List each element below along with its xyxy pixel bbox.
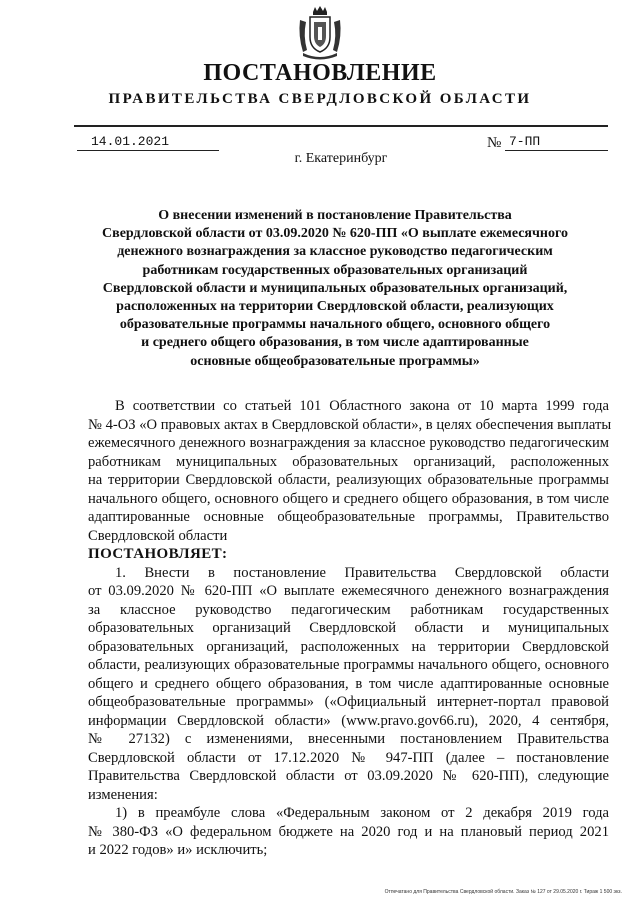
text-line: образовательных организаций, расположенных на территории Свердловской [88,638,609,655]
coat-of-arms-icon [297,6,343,60]
heading-line: Свердловской области и муниципальных образовательных организаций, [102,280,568,296]
heading-line: Свердловской области от 03.09.2020 № 620-ПП «О выплате ежемесячного [102,226,568,242]
header-divider [74,125,608,127]
number-label: № [487,135,502,151]
text-line: общего и среднего общего образования, в том числе адаптированные основные [88,675,609,692]
text-line: информации Свердловской области» (www.pravo.gov66.ru), 2020, 4 сентября, [88,712,609,729]
document-type-title: ПОСТАНОВЛЕНИЕ [203,60,437,86]
text-line: работникам муниципальных образовательных организаций, расположенных [88,453,609,470]
item-1-paragraph [88,564,609,805]
heading-line: О внесении изменений в постановление Правительства [158,208,512,223]
city-label: г. Екатеринбург [294,151,388,166]
preamble-paragraph [88,397,612,545]
text-line: за классное руководство педагогическим работникам государственных [88,601,609,618]
heading-line: и среднего общего образования, в том числе адаптированные [141,335,529,351]
document-date: 14.01.2021 [77,134,219,151]
text-line: и 2022 годов» и» исключить; [88,842,268,858]
text-line: В соответствии со статьей 101 Областного закона от 10 марта 1999 года [115,398,609,414]
text-line: от 03.09.2020 № 620-ПП «О выплате ежемесячного денежного вознаграждения [88,583,609,599]
heading-line: расположенных на территории Свердловской области, реализующих [116,299,554,315]
document-heading [80,207,590,371]
text-line: области, реализующих образовательные программы начального общего, основного [88,657,609,673]
text-line: общеобразовательные программы» («Официальный интернет-портал правовой [88,694,609,710]
document-body [88,397,612,860]
text-line: Свердловской области от 17.12.2020 № 947-ПП (далее – постановление [88,749,609,766]
heading-line: работникам государственных образовательных организаций [142,262,528,278]
text-line: адаптированные основные общеобразовательные программы, Правительство [88,509,609,525]
subitem-1-paragraph [88,804,609,860]
text-line: образовательных организаций Свердловской области и муниципальных [88,620,609,636]
heading-line: денежного вознаграждения за классное руководство педагогическим [117,244,553,260]
issuer-subtitle: ПРАВИТЕЛЬСТВА СВЕРДЛОВСКОЙ ОБЛАСТИ [108,91,532,107]
text-line: 1) в преамбуле слова «Федеральным законом от 2 декабря 2019 года [115,805,609,821]
text-line: 1. Внести в постановление Правительства Свердловской области [115,564,609,581]
text-line: на территории Свердловской области, реализующих образовательные программы [88,472,609,488]
text-line: № 380-ФЗ «О федеральном бюджете на 2020 год и на плановый период 2021 [88,823,609,840]
text-line: начального общего, основного общего и среднего общего образования, в том числе [88,490,609,507]
text-line: Свердловской области [88,527,228,544]
text-line: Правительства Свердловской области от 03.09.2020 № 620-ПП), следующие [88,768,609,784]
text-line: ежемесячного денежного вознаграждения за классное руководство педагогическим [88,435,609,451]
resolves-keyword: ПОСТАНОВЛЯЕТ: [88,546,228,562]
document-number: 7-ПП [505,134,608,151]
text-line: № 27132) с изменениями, внесенными постановлением Правительства [88,731,609,747]
print-footer: Отпечатано для Правительства Свердловской области. Заказ № 127 от 29.05.2020 г. Тираж 1 500 экз. [384,889,622,895]
text-line: изменения: [88,786,158,803]
heading-line: основные общеобразовательные программы» [190,353,480,369]
text-line: № 4-ОЗ «О правовых актах в Свердловской области», в целях обеспечения выплаты [88,416,612,433]
heading-line: образовательные программы начального общего, основного общего [119,317,551,333]
